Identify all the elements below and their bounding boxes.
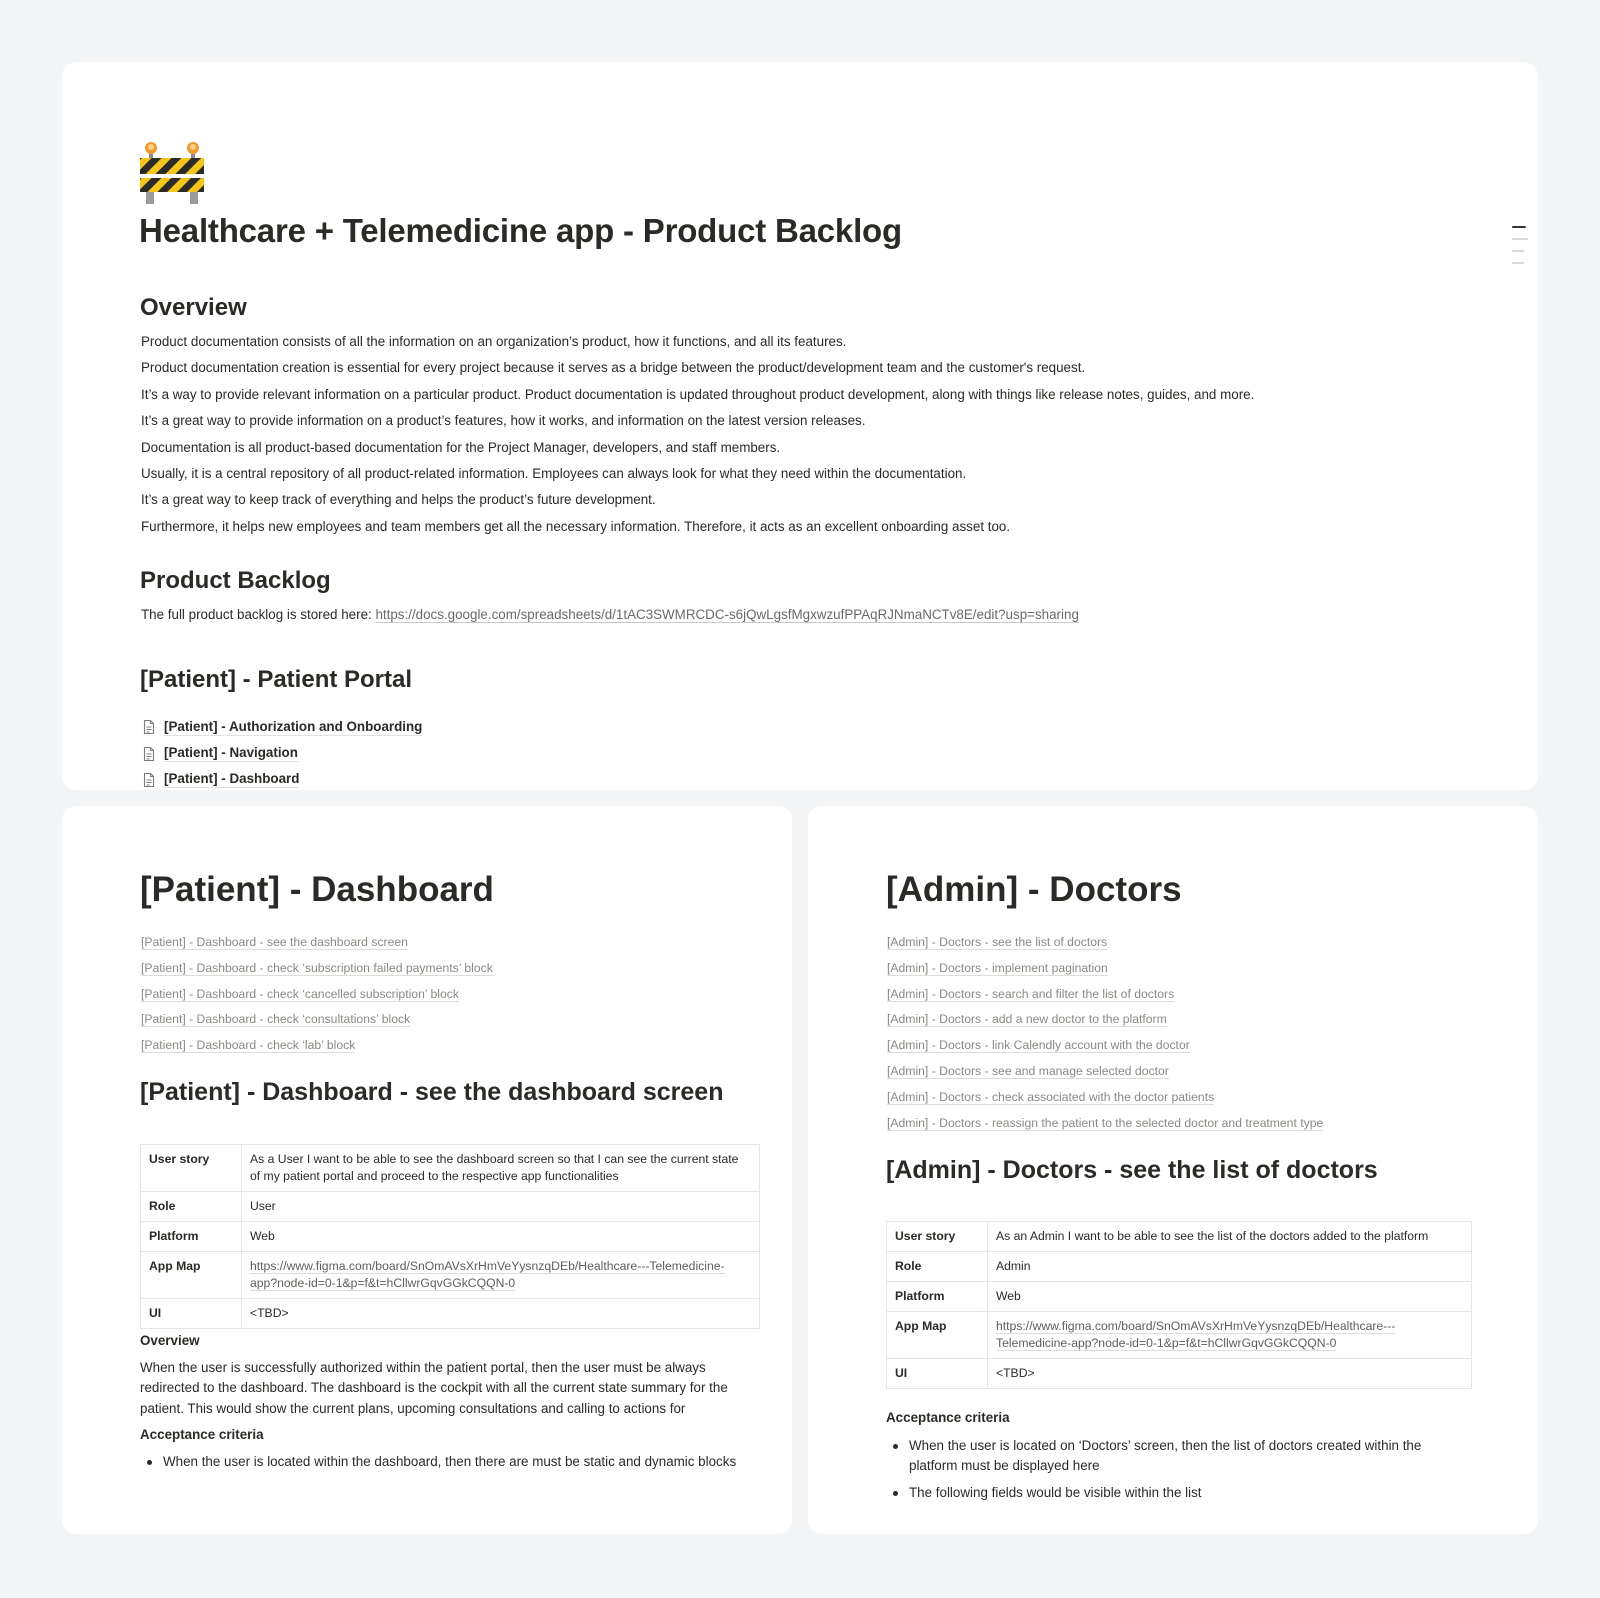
construction-barrier-icon (140, 140, 204, 204)
subpage-label: [Patient] - Authorization and Onboarding (164, 718, 423, 734)
page-mention-link[interactable]: [Patient] - Dashboard - check ‘subscription failed payments’ block (141, 960, 493, 975)
overview-label: Overview (140, 1333, 200, 1348)
page-mention-link[interactable]: [Admin] - Doctors - see and manage selected doctor (887, 1063, 1169, 1078)
acceptance-criteria-label: Acceptance criteria (886, 1410, 1010, 1425)
table-cell-value[interactable]: As a User I want to be able to see the dashboard screen so that I can see the current state of my patient portal and proceed to the respective app functionalities (242, 1145, 760, 1192)
table-cell-value[interactable]: User (242, 1192, 760, 1222)
list-item: The following fields would be visible within the list (886, 1483, 1472, 1503)
subpage-label: [Patient] - Navigation (164, 745, 298, 761)
table-row (887, 1252, 1472, 1282)
table-of-contents-indicator[interactable] (1512, 226, 1528, 274)
patient-portal-subpages (141, 714, 422, 790)
paragraph: Product documentation creation is essential for every project because it serves as a bridge between the product/development team and the customer's request. (141, 360, 1086, 376)
table-row (141, 1222, 760, 1252)
paragraph: It’s a great way to keep track of everything and helps the product’s future development. (141, 492, 656, 508)
table-cell-value[interactable]: Web (242, 1222, 760, 1252)
paragraph: Furthermore, it helps new employees and team members get all the necessary information. Therefore, it acts as an excellent onboarding asset too. (141, 518, 1011, 534)
document-icon (141, 772, 157, 788)
page-mention-link[interactable]: [Admin] - Doctors - implement pagination (887, 960, 1108, 975)
table-cell-key: App Map (887, 1312, 988, 1359)
section-heading: [Admin] - Doctors - see the list of doctors (886, 1156, 1378, 1184)
backlog-paragraph (141, 602, 1471, 628)
paragraph: Usually, it is a central repository of all product-related information. Employees can always look for what they need within the documentation. (141, 466, 967, 482)
overview-paragraphs (141, 329, 1471, 540)
table-cell-value[interactable]: Admin (988, 1252, 1472, 1282)
patient-portal-heading: [Patient] - Patient Portal (140, 666, 413, 693)
document-icon (141, 719, 157, 735)
acceptance-criteria-list (140, 1452, 740, 1478)
acceptance-criteria-label: Acceptance criteria (140, 1427, 264, 1442)
table-cell-link[interactable]: https://www.figma.com/board/SnOmAVsXrHmVeYysnzqDEb/Healthcare---Telemedicine-app?node-id=0-1&p=f&t=hCllwrGqvGGkCQQN-0 (988, 1312, 1472, 1359)
subpage-link[interactable] (141, 767, 422, 790)
table-cell-key: Role (887, 1252, 988, 1282)
table-cell-key: UI (887, 1359, 988, 1389)
user-story-table (140, 1144, 760, 1329)
document-page-admin-doctors (808, 806, 1538, 1534)
page-mention-link[interactable]: [Patient] - Dashboard - see the dashboard screen (141, 935, 408, 949)
table-row (141, 1299, 760, 1329)
page-mention-link[interactable]: [Admin] - Doctors - see the list of doctors (887, 935, 1108, 949)
document-icon (141, 746, 157, 762)
table-cell-key: Role (141, 1192, 242, 1222)
list-item: When the user is located on ‘Doctors’ screen, then the list of doctors created within the platform must be displayed here (886, 1436, 1472, 1477)
paragraph: It’s a great way to provide information on a product’s features, how it works, and information on the latest version releases. (141, 413, 866, 429)
subpage-link[interactable] (141, 714, 422, 740)
section-heading: [Patient] - Dashboard - see the dashboard screen (140, 1078, 724, 1106)
overview-heading: Overview (140, 294, 247, 321)
table-row (887, 1282, 1472, 1312)
table-cell-key: Platform (141, 1222, 242, 1252)
paragraph: Product documentation consists of all the information on an organization’s product, how it functions, and all its features. (141, 334, 847, 349)
backlog-text: The full product backlog is stored here: (141, 607, 376, 622)
page-mention-link[interactable]: [Patient] - Dashboard - check ‘consultations’ block (141, 1012, 411, 1027)
table-cell-link[interactable]: https://www.figma.com/board/SnOmAVsXrHmVeYysnzqDEb/Healthcare---Telemedicine-app?node-id=0-1&p=f&t=hCllwrGqvGGkCQQN-0 (242, 1252, 760, 1299)
page-mention-link[interactable]: [Admin] - Doctors - check associated with the doctor patients (887, 1089, 1215, 1104)
table-cell-key: User story (141, 1145, 242, 1192)
page-mention-link[interactable]: [Admin] - Doctors - reassign the patient to the selected doctor and treatment type (887, 1115, 1324, 1130)
product-backlog-heading: Product Backlog (140, 567, 331, 594)
table-cell-key: App Map (141, 1252, 242, 1299)
table-cell-value[interactable]: <TBD> (988, 1359, 1472, 1389)
backlog-spreadsheet-link[interactable]: https://docs.google.com/spreadsheets/d/1tAC3SWMRCDC-s6jQwLgsfMgxwzufPPAqRJNmaNCTv8E/edit?usp=sharing (375, 607, 1079, 622)
subpage-link[interactable] (141, 740, 422, 766)
table-cell-key: Platform (887, 1282, 988, 1312)
table-row (887, 1222, 1472, 1252)
subpage-label: [Patient] - Dashboard (164, 771, 300, 787)
page-mention-link[interactable]: [Admin] - Doctors - link Calendly account with the doctor (887, 1038, 1190, 1053)
list-item: When the user is located within the dashboard, then there are must be static and dynamic blocks (140, 1452, 740, 1472)
page-mention-link[interactable]: [Admin] - Doctors - add a new doctor to the platform (887, 1012, 1167, 1027)
page-title: Healthcare + Telemedicine app - Product Backlog (139, 212, 902, 249)
table-cell-value[interactable]: <TBD> (242, 1299, 760, 1329)
table-row (141, 1192, 760, 1222)
user-story-table (886, 1221, 1472, 1389)
acceptance-criteria-list (886, 1436, 1472, 1509)
table-row (887, 1312, 1472, 1359)
paragraph: It’s a way to provide relevant information on a particular product. Product documentation is updated throughout product development, along with things like release notes, guides, and more. (141, 386, 1255, 402)
page-title: [Patient] - Dashboard (140, 870, 494, 909)
page-mention-link[interactable]: [Admin] - Doctors - search and filter the list of doctors (887, 986, 1175, 1001)
document-page-backlog (62, 62, 1538, 790)
table-row (141, 1145, 760, 1192)
document-page-patient-dashboard (62, 806, 792, 1534)
overview-text: When the user is successfully authorized within the patient portal, then the user must be always redirected to the dashboard. The dashboard is the cockpit with all the current state summary for the patient. This would show the current plans, upcoming consultations and calling to actions for (140, 1360, 728, 1416)
page-mention-link[interactable]: [Patient] - Dashboard - check ‘lab’ block (141, 1038, 356, 1053)
paragraph: Documentation is all product-based documentation for the Project Manager, developers, and staff members. (141, 439, 781, 455)
table-cell-key: UI (141, 1299, 242, 1329)
mention-list (141, 930, 493, 1059)
table-cell-value[interactable]: Web (988, 1282, 1472, 1312)
table-row (887, 1359, 1472, 1389)
page-title: [Admin] - Doctors (886, 870, 1182, 909)
table-cell-value[interactable]: As an Admin I want to be able to see the list of the doctors added to the platform (988, 1222, 1472, 1252)
mention-list (887, 930, 1323, 1136)
page-mention-link[interactable]: [Patient] - Dashboard - check ‘cancelled subscription’ block (141, 986, 459, 1001)
table-row (141, 1252, 760, 1299)
table-cell-key: User story (887, 1222, 988, 1252)
